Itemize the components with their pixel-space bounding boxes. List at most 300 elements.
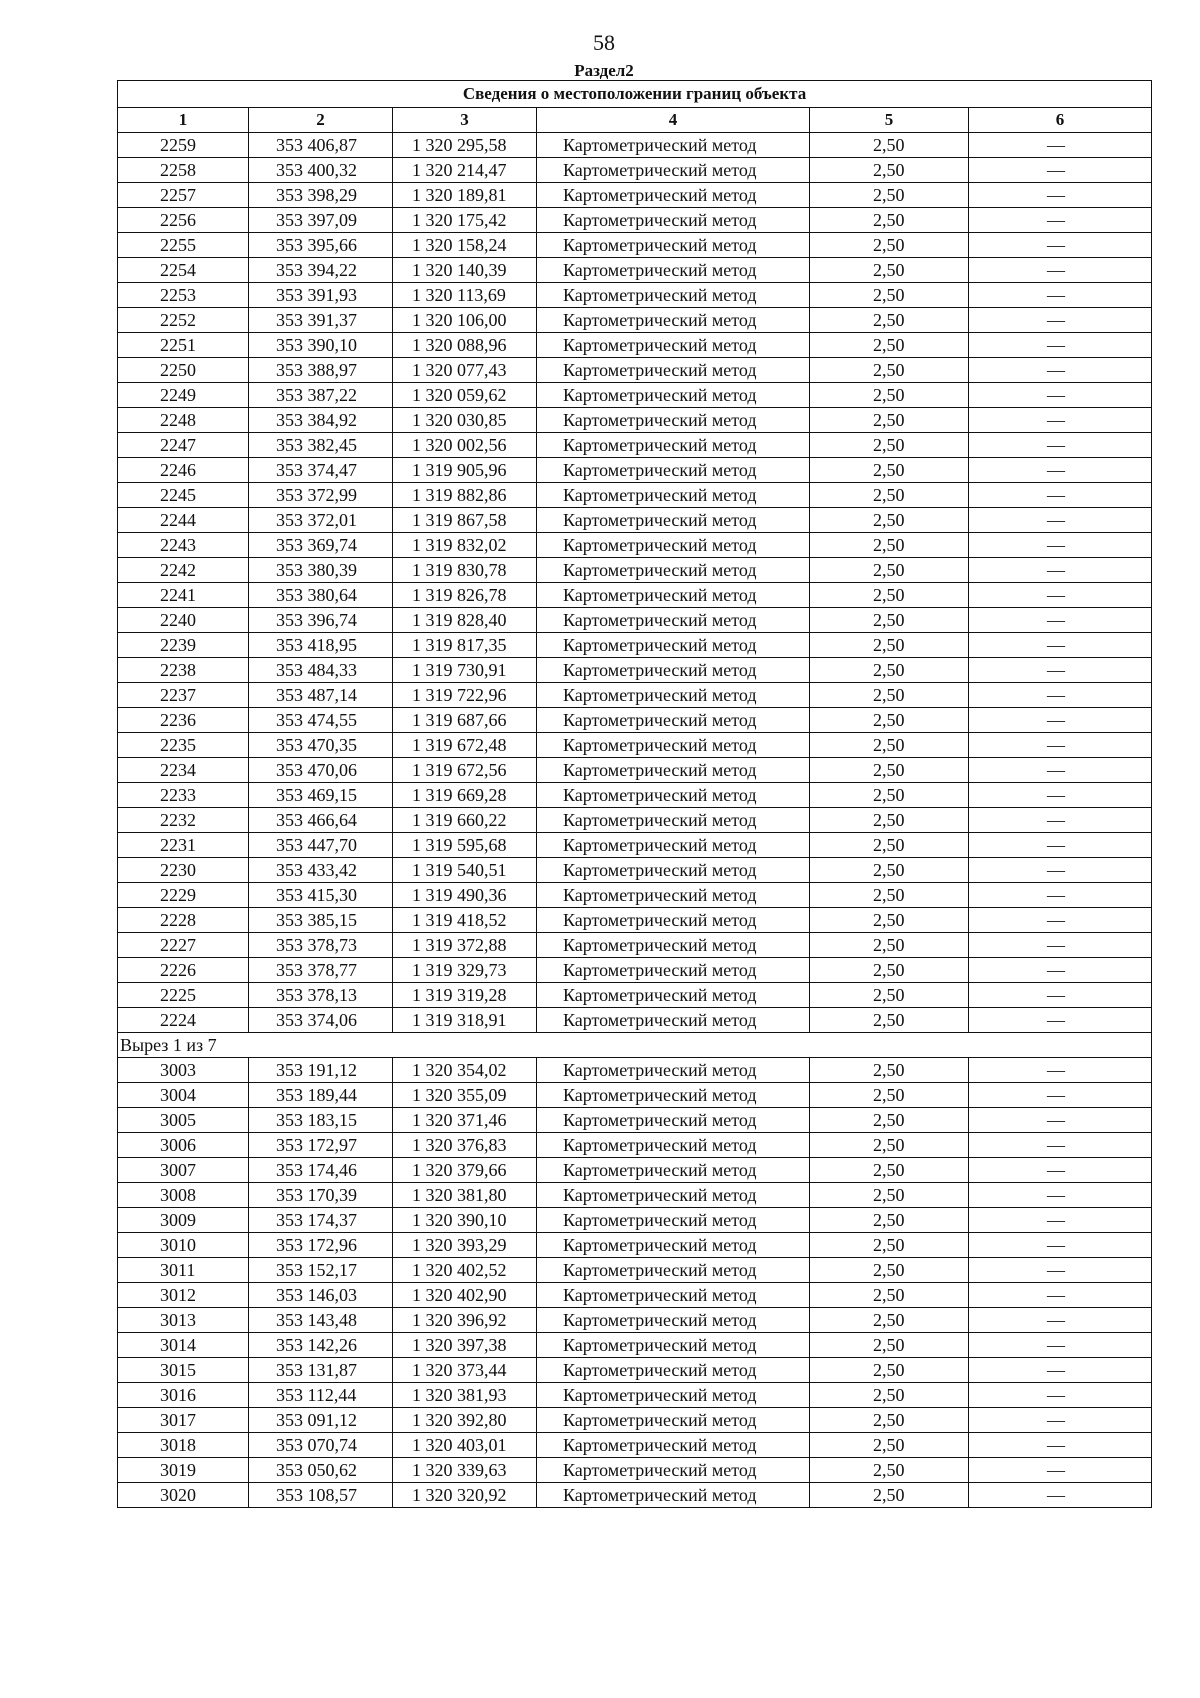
table-cell: 353 385,15 <box>249 908 393 933</box>
table-row <box>118 583 1152 608</box>
table-cell: 2,50 <box>810 483 969 508</box>
table-cell: 2,50 <box>810 183 969 208</box>
table-row <box>118 958 1152 983</box>
table-cell: 1 319 329,73 <box>393 958 537 983</box>
table-cell: 353 433,42 <box>249 858 393 883</box>
table-cell: — <box>969 858 1152 883</box>
table-cell: 353 394,22 <box>249 258 393 283</box>
table-cell: — <box>969 233 1152 258</box>
table-cell: 2,50 <box>810 1083 969 1108</box>
table-cell: 2238 <box>118 658 249 683</box>
table-cell: 2,50 <box>810 433 969 458</box>
table-cell: Картометрический метод <box>537 1483 810 1508</box>
table-cell: — <box>969 483 1152 508</box>
table-cell: Картометрический метод <box>537 1108 810 1133</box>
table-cell: — <box>969 283 1152 308</box>
table-row <box>118 1358 1152 1383</box>
table-cell: 1 319 905,96 <box>393 458 537 483</box>
table-row <box>118 158 1152 183</box>
table-cell: — <box>969 533 1152 558</box>
table-cell: 1 320 355,09 <box>393 1083 537 1108</box>
table-cell: 2252 <box>118 308 249 333</box>
table-caption-row <box>118 81 1152 108</box>
table-cell: Картометрический метод <box>537 258 810 283</box>
table-cell: 2,50 <box>810 358 969 383</box>
table-cell: 1 319 669,28 <box>393 783 537 808</box>
table-cell: Картометрический метод <box>537 633 810 658</box>
table-cell: 3007 <box>118 1158 249 1183</box>
table-cell: — <box>969 558 1152 583</box>
table-cell: 2227 <box>118 933 249 958</box>
table-cell: 1 320 088,96 <box>393 333 537 358</box>
table-cell: 353 374,06 <box>249 1008 393 1033</box>
table-cell: 353 391,93 <box>249 283 393 308</box>
table-cell: Картометрический метод <box>537 708 810 733</box>
table-cell: Картометрический метод <box>537 1133 810 1158</box>
table-row <box>118 908 1152 933</box>
table-cell: — <box>969 1258 1152 1283</box>
table-cell: 2,50 <box>810 133 969 158</box>
table-row <box>118 533 1152 558</box>
table-cell: — <box>969 1383 1152 1408</box>
table-cell: — <box>969 358 1152 383</box>
table-cell: 2225 <box>118 983 249 1008</box>
table-cell: 2248 <box>118 408 249 433</box>
table-cell: 1 320 403,01 <box>393 1433 537 1458</box>
table-row <box>118 1208 1152 1233</box>
table-cell: — <box>969 933 1152 958</box>
table-cell: 1 319 319,28 <box>393 983 537 1008</box>
table-cell: 353 172,96 <box>249 1233 393 1258</box>
table-cell: 2,50 <box>810 708 969 733</box>
table-row <box>118 1383 1152 1408</box>
table-cell: 1 319 595,68 <box>393 833 537 858</box>
table-cell: — <box>969 883 1152 908</box>
table-row <box>118 258 1152 283</box>
column-number-row <box>118 108 1152 133</box>
table-cell: Картометрический метод <box>537 1408 810 1433</box>
table-cell: 353 174,37 <box>249 1208 393 1233</box>
table-cell: Картометрический метод <box>537 133 810 158</box>
table-row <box>118 683 1152 708</box>
table-cell: — <box>969 508 1152 533</box>
table-cell: 2250 <box>118 358 249 383</box>
table-cell: 353 384,92 <box>249 408 393 433</box>
table-cell: 353 470,35 <box>249 733 393 758</box>
table-row <box>118 1283 1152 1308</box>
table-row <box>118 608 1152 633</box>
table-cell: — <box>969 758 1152 783</box>
table-cell: 1 320 214,47 <box>393 158 537 183</box>
table-cell: 2237 <box>118 683 249 708</box>
table-row <box>118 833 1152 858</box>
table-row <box>118 1333 1152 1358</box>
table-row <box>118 1008 1152 1033</box>
table-cell: — <box>969 1208 1152 1233</box>
table-cell: 1 320 354,02 <box>393 1058 537 1083</box>
table-cell: 353 390,10 <box>249 333 393 358</box>
table-cell: 2,50 <box>810 933 969 958</box>
table-row <box>118 433 1152 458</box>
table-row <box>118 658 1152 683</box>
column-header: 4 <box>537 108 810 133</box>
table-cell: 2249 <box>118 383 249 408</box>
table-cell: — <box>969 458 1152 483</box>
table-cell: — <box>969 158 1152 183</box>
table-cell: 2,50 <box>810 383 969 408</box>
table-cell: Картометрический метод <box>537 208 810 233</box>
table-cell: 2,50 <box>810 758 969 783</box>
table-cell: 353 183,15 <box>249 1108 393 1133</box>
table-cell: — <box>969 133 1152 158</box>
table-cell: 1 319 318,91 <box>393 1008 537 1033</box>
table-cell: 1 320 339,63 <box>393 1458 537 1483</box>
table-cell: — <box>969 908 1152 933</box>
table-row <box>118 458 1152 483</box>
table-cell: 1 319 882,86 <box>393 483 537 508</box>
table-cell: 2233 <box>118 783 249 808</box>
table-cell: — <box>969 1083 1152 1108</box>
table-cell: 1 320 002,56 <box>393 433 537 458</box>
table-cell: Картометрический метод <box>537 808 810 833</box>
table-cell: 2243 <box>118 533 249 558</box>
table-cell: 353 050,62 <box>249 1458 393 1483</box>
table-row <box>118 1183 1152 1208</box>
table-row <box>118 933 1152 958</box>
table-cell: 1 319 672,56 <box>393 758 537 783</box>
table-cell: Картометрический метод <box>537 483 810 508</box>
table-cell: 1 319 828,40 <box>393 608 537 633</box>
table-cell: — <box>969 1233 1152 1258</box>
table-cell: 353 391,37 <box>249 308 393 333</box>
table-cell: 1 320 396,92 <box>393 1308 537 1333</box>
table-cell: Картометрический метод <box>537 1208 810 1233</box>
table-cell: 353 378,13 <box>249 983 393 1008</box>
column-header: 5 <box>810 108 969 133</box>
table-cell: 2246 <box>118 458 249 483</box>
table-cell: 353 484,33 <box>249 658 393 683</box>
table-cell: 2241 <box>118 583 249 608</box>
table-cell: 353 191,12 <box>249 1058 393 1083</box>
table-cell: Картометрический метод <box>537 433 810 458</box>
table-cell: 353 447,70 <box>249 833 393 858</box>
table-cell: 2,50 <box>810 583 969 608</box>
table-cell: — <box>969 583 1152 608</box>
table-cell: 353 378,77 <box>249 958 393 983</box>
table-cell: 2,50 <box>810 833 969 858</box>
table-cell: 353 415,30 <box>249 883 393 908</box>
table-cell: Картометрический метод <box>537 933 810 958</box>
table-cell: — <box>969 1333 1152 1358</box>
table-cell: 1 320 379,66 <box>393 1158 537 1183</box>
table-cell: Картометрический метод <box>537 1258 810 1283</box>
table-cell: 353 382,45 <box>249 433 393 458</box>
table-row <box>118 883 1152 908</box>
table-cell: 353 112,44 <box>249 1383 393 1408</box>
table-cell: 353 470,06 <box>249 758 393 783</box>
table-cell: — <box>969 708 1152 733</box>
table-cell: 1 319 687,66 <box>393 708 537 733</box>
table-cell: 2,50 <box>810 158 969 183</box>
table-cell: Картометрический метод <box>537 683 810 708</box>
table-cell: 2226 <box>118 958 249 983</box>
table-cell: Картометрический метод <box>537 583 810 608</box>
table-cell: 353 372,01 <box>249 508 393 533</box>
table-cell: Картометрический метод <box>537 158 810 183</box>
table-cell: 2,50 <box>810 1358 969 1383</box>
table-cell: 2236 <box>118 708 249 733</box>
table-cell: 2245 <box>118 483 249 508</box>
table-cell: — <box>969 1008 1152 1033</box>
table-cell: Картометрический метод <box>537 1083 810 1108</box>
table-cell: 353 372,99 <box>249 483 393 508</box>
table-cell: 2234 <box>118 758 249 783</box>
table-row <box>118 208 1152 233</box>
table-cell: 2257 <box>118 183 249 208</box>
table-cell: 2,50 <box>810 808 969 833</box>
table-cell: Картометрический метод <box>537 958 810 983</box>
table-cell: 2,50 <box>810 1008 969 1033</box>
table-cell: 353 369,74 <box>249 533 393 558</box>
table-cell: Картометрический метод <box>537 358 810 383</box>
table-cell: 2,50 <box>810 283 969 308</box>
table-cell: 2,50 <box>810 1058 969 1083</box>
table-cell: 353 397,09 <box>249 208 393 233</box>
table-cell: 1 320 381,93 <box>393 1383 537 1408</box>
table-cell: 1 320 106,00 <box>393 308 537 333</box>
table-cell: 1 320 393,29 <box>393 1233 537 1258</box>
table-cell: 3009 <box>118 1208 249 1233</box>
table-cell: 2,50 <box>810 783 969 808</box>
table-cell: 2,50 <box>810 333 969 358</box>
table-row <box>118 1433 1152 1458</box>
table-caption: Сведения о местоположении границ объекта <box>118 81 1152 108</box>
table-cell: 353 380,64 <box>249 583 393 608</box>
table-cell: 3003 <box>118 1058 249 1083</box>
table-cell: 1 319 832,02 <box>393 533 537 558</box>
table-cell: 1 319 372,88 <box>393 933 537 958</box>
table-cell: 2,50 <box>810 883 969 908</box>
table-row <box>118 1458 1152 1483</box>
table-row <box>118 733 1152 758</box>
table-cell: 353 395,66 <box>249 233 393 258</box>
table-cell: 3006 <box>118 1133 249 1158</box>
table-cell: Картометрический метод <box>537 733 810 758</box>
table-cell: 2,50 <box>810 858 969 883</box>
table-cell: — <box>969 1433 1152 1458</box>
table-row <box>118 183 1152 208</box>
table-row <box>118 308 1152 333</box>
table-cell: Картометрический метод <box>537 858 810 883</box>
table-row <box>118 508 1152 533</box>
table-cell: 2247 <box>118 433 249 458</box>
table-cell: 353 070,74 <box>249 1433 393 1458</box>
table-cell: 2,50 <box>810 558 969 583</box>
table-cell: 353 142,26 <box>249 1333 393 1358</box>
table-cell: — <box>969 658 1152 683</box>
table-cell: Картометрический метод <box>537 1058 810 1083</box>
table-cell: Картометрический метод <box>537 1458 810 1483</box>
table-row <box>118 558 1152 583</box>
table-cell: 1 319 826,78 <box>393 583 537 608</box>
table-cell: Картометрический метод <box>537 758 810 783</box>
table-cell: Картометрический метод <box>537 383 810 408</box>
table-row <box>118 383 1152 408</box>
table-cell: 3004 <box>118 1083 249 1108</box>
table-cell: 2,50 <box>810 1183 969 1208</box>
table-row <box>118 808 1152 833</box>
table-cell: 2,50 <box>810 608 969 633</box>
table-cell: Картометрический метод <box>537 1233 810 1258</box>
table-cell: 1 320 373,44 <box>393 1358 537 1383</box>
table-cell: — <box>969 958 1152 983</box>
table-cell: Картометрический метод <box>537 608 810 633</box>
table-cell: — <box>969 183 1152 208</box>
table-cell: 2,50 <box>810 1158 969 1183</box>
table-cell: 353 189,44 <box>249 1083 393 1108</box>
table-cell: 2,50 <box>810 308 969 333</box>
table-body <box>118 133 1152 1508</box>
table-row <box>118 708 1152 733</box>
table-cell: 2251 <box>118 333 249 358</box>
table-cell: 353 396,74 <box>249 608 393 633</box>
table-cell: 2,50 <box>810 233 969 258</box>
table-cell: 1 320 320,92 <box>393 1483 537 1508</box>
table-cell: 2231 <box>118 833 249 858</box>
table-cell: 1 320 175,42 <box>393 208 537 233</box>
table-cell: — <box>969 308 1152 333</box>
table-row <box>118 1258 1152 1283</box>
table-cell: 2,50 <box>810 658 969 683</box>
table-cell: 2244 <box>118 508 249 533</box>
table-row <box>118 483 1152 508</box>
table-cell: 2228 <box>118 908 249 933</box>
table-cell: 2,50 <box>810 1408 969 1433</box>
table-cell: 2224 <box>118 1008 249 1033</box>
table-cell: 353 388,97 <box>249 358 393 383</box>
table-cell: Картометрический метод <box>537 983 810 1008</box>
table-cell: — <box>969 983 1152 1008</box>
table-cell: — <box>969 1483 1152 1508</box>
table-cell: 3017 <box>118 1408 249 1433</box>
table-cell: 2,50 <box>810 683 969 708</box>
table-cell: Картометрический метод <box>537 233 810 258</box>
table-cell: 2229 <box>118 883 249 908</box>
table-cell: 2,50 <box>810 1433 969 1458</box>
table-cell: 2,50 <box>810 983 969 1008</box>
table-row <box>118 1483 1152 1508</box>
table-cell: Картометрический метод <box>537 658 810 683</box>
table-cell: — <box>969 258 1152 283</box>
table-cell: Картометрический метод <box>537 283 810 308</box>
table-cell: 353 152,17 <box>249 1258 393 1283</box>
table-cell: — <box>969 1408 1152 1433</box>
table-cell: 2,50 <box>810 633 969 658</box>
table-cell: 3011 <box>118 1258 249 1283</box>
table-cell: 2254 <box>118 258 249 283</box>
table-cell: 353 091,12 <box>249 1408 393 1433</box>
table-cell: 2,50 <box>810 1208 969 1233</box>
table-cell: 2239 <box>118 633 249 658</box>
table-cell: 2,50 <box>810 908 969 933</box>
table-cell: 353 398,29 <box>249 183 393 208</box>
table-cell: 2,50 <box>810 1133 969 1158</box>
table-cell: 2,50 <box>810 1333 969 1358</box>
table-cell: Картометрический метод <box>537 1358 810 1383</box>
table-cell: Картометрический метод <box>537 1433 810 1458</box>
table-cell: 353 172,97 <box>249 1133 393 1158</box>
table-cell: 353 131,87 <box>249 1358 393 1383</box>
table-cell: 1 319 830,78 <box>393 558 537 583</box>
subheader-label: Вырез 1 из 7 <box>118 1033 1152 1058</box>
table-cell: — <box>969 733 1152 758</box>
table-cell: Картометрический метод <box>537 1008 810 1033</box>
table-cell: 2253 <box>118 283 249 308</box>
table-row <box>118 1058 1152 1083</box>
table-cell: 2,50 <box>810 1233 969 1258</box>
table-cell: 353 474,55 <box>249 708 393 733</box>
table-cell: 3010 <box>118 1233 249 1258</box>
table-cell: — <box>969 1358 1152 1383</box>
section-title: Раздел2 <box>574 61 634 80</box>
table-cell: — <box>969 1058 1152 1083</box>
table-cell: Картометрический метод <box>537 333 810 358</box>
table-row <box>118 858 1152 883</box>
table-cell: 353 374,47 <box>249 458 393 483</box>
table-cell: 1 320 189,81 <box>393 183 537 208</box>
table-cell: 353 108,57 <box>249 1483 393 1508</box>
table-cell: 2256 <box>118 208 249 233</box>
boundary-coordinates-table <box>117 80 1152 1508</box>
table-row <box>118 783 1152 808</box>
table-cell: 353 174,46 <box>249 1158 393 1183</box>
table-row <box>118 408 1152 433</box>
table-row <box>118 1158 1152 1183</box>
table-cell: — <box>969 408 1152 433</box>
table-cell: Картометрический метод <box>537 408 810 433</box>
table-cell: 353 380,39 <box>249 558 393 583</box>
table-cell: — <box>969 1183 1152 1208</box>
table-cell: 353 487,14 <box>249 683 393 708</box>
table-cell: Картометрический метод <box>537 1158 810 1183</box>
table-row <box>118 1083 1152 1108</box>
table-cell: 2240 <box>118 608 249 633</box>
table-row <box>118 133 1152 158</box>
table-row <box>118 983 1152 1008</box>
table-row <box>118 1108 1152 1133</box>
table-cell: 1 320 077,43 <box>393 358 537 383</box>
table-cell: Картометрический метод <box>537 833 810 858</box>
table-cell: 2,50 <box>810 1308 969 1333</box>
table-cell: 1 320 381,80 <box>393 1183 537 1208</box>
table-cell: 2258 <box>118 158 249 183</box>
table-cell: Картометрический метод <box>537 308 810 333</box>
table-cell: Картометрический метод <box>537 783 810 808</box>
column-header: 6 <box>969 108 1152 133</box>
table-row <box>118 283 1152 308</box>
table-row <box>118 233 1152 258</box>
table-cell: 353 387,22 <box>249 383 393 408</box>
table-row <box>118 1233 1152 1258</box>
table-cell: Картометрический метод <box>537 1283 810 1308</box>
table-cell: 1 319 730,91 <box>393 658 537 683</box>
table-cell: — <box>969 1158 1152 1183</box>
table-cell: — <box>969 608 1152 633</box>
table-row <box>118 1408 1152 1433</box>
table-cell: 353 143,48 <box>249 1308 393 1333</box>
table-row <box>118 358 1152 383</box>
table-cell: — <box>969 833 1152 858</box>
